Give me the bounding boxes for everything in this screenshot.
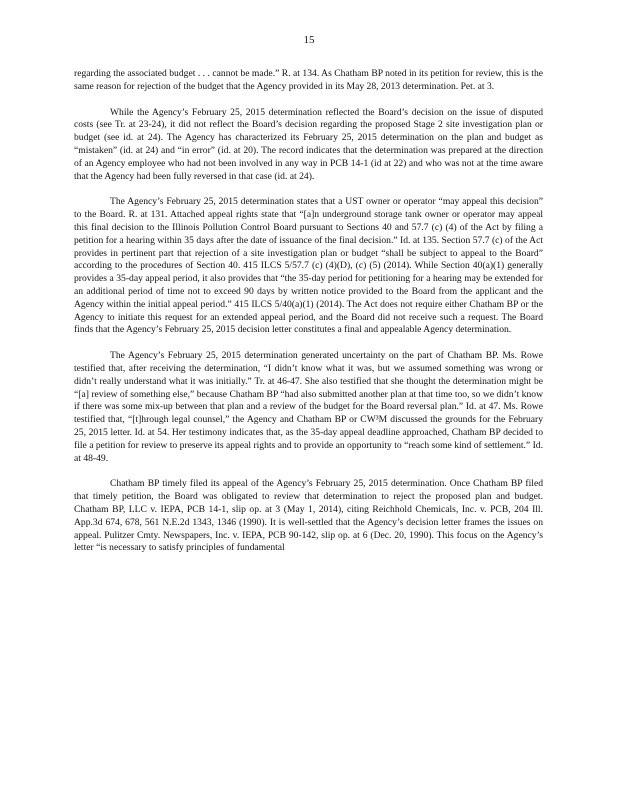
paragraph-uncertainty: The Agency’s February 25, 2015 determination generated uncertainty on the part of Chatham BP. Ms. Rowe testified that, after receiving the determination, “I didn’t know what it was, but we assumed something was wrong or didn’t really understand what it was initially.” Tr. at 46-47. She also testified that she thought the determination might be “[a] review of something else,” because Chatham BP “had also submitted another plan at that time too, so we didn’t know if there was some mix-up between that plan and a review of the budget for the Board reversal plan.” Id. at 47. Ms. Rowe testified that, “[t]hrough legal counsel,” the Agency and Chatham BP or CW³M discussed the grounds for the February 25, 2015 letter. Id. at 54. Her testimony indicates that, as the 35-day appeal deadline approached, Chatham BP decided to file a petition for review to preserve its appeal rights and to provide an opportunity to “reach some kind of settlement.” Id. at 48-49.	[74, 350, 543, 464]
document-body	[74, 68, 543, 555]
paragraph-continued: regarding the associated budget . . . cannot be made.” R. at 134. As Chatham BP noted in its petition for review, this is the same reason for rejection of the budget that the Agency provided in its May 28, 2013 determination. Pet. at 3.	[74, 68, 543, 92]
paragraph-agency-determination: While the Agency’s February 25, 2015 determination reflected the Board’s decision on the issue of disputed costs (see Tr. at 23-24), it did not reflect the Board’s decision regarding the proposed Stage 2 site investigation plan or budget (see id. at 24). The Agency has characterized its February 25, 2015 determination on the plan and budget as “mistaken” (id. at 24) and “in error” (id. at 20). The record indicates that the determination was prepared at the direction of an Agency employee who had not been involved in any way in PCB 14-1 (id at 22) and who was not at the time aware that the Agency had been fully reversed in that case (id. at 24).	[74, 106, 543, 182]
page-number: 15	[303, 34, 315, 46]
paragraph-timely-appeal: Chatham BP timely filed its appeal of the Agency’s February 25, 2015 determination. Once Chatham BP filed that timely petition, the Board was obligated to review that determination to reject the proposed plan and budget. Chatham BP, LLC v. IEPA, PCB 14-1, slip op. at 3 (May 1, 2014), citing Reichhold Chemicals, Inc. v. PCB, 204 Ill. App.3d 674, 678, 561 N.E.2d 1343, 1346 (1990). It is well-settled that the Agency’s decision letter frames the issues on appeal. Pulitzer Cmty. Newspapers, Inc. v. IEPA, PCB 90-142, slip op. at 6 (Dec. 20, 1990). This focus on the Agency’s letter “is necessary to satisfy principles of fundamental	[74, 478, 543, 554]
paragraph-appeal-rights: The Agency’s February 25, 2015 determination states that a UST owner or operator “may appeal this decision” to the Board. R. at 131. Attached appeal rights state that “[a]n underground storage tank owner or operator may appeal this final decision to the Illinois Pollution Control Board pursuant to Sections 40 and 57.7 (c) (4) of the Act by filing a petition for a hearing within 35 days after the date of issuance of the final decision.” Id. at 135. Section 57.7 (c) of the Act provides in pertinent part that rejection of a site investigation plan or budget “shall be subject to appeal to the Board” according to the procedures of Section 40. 415 ILCS 5/57.7 (c) (4)(D), (c) (5) (2014). While Section 40(a)(1) generally provides a 35-day appeal period, it also provides that “the 35-day period for petitioning for a hearing may be extended for an additional period of time not to exceed 90 days by written notice provided to the Board from the applicant and the Agency within the initial appeal period.” 415 ILCS 5/40(a)(1) (2014). The Act does not require either Chatham BP or the Agency to initiate this request for an extended appeal period, and the Board did not receive such a request. The Board finds that the Agency’s February 25, 2015 decision letter constitutes a final and appealable Agency determination.	[74, 196, 543, 336]
